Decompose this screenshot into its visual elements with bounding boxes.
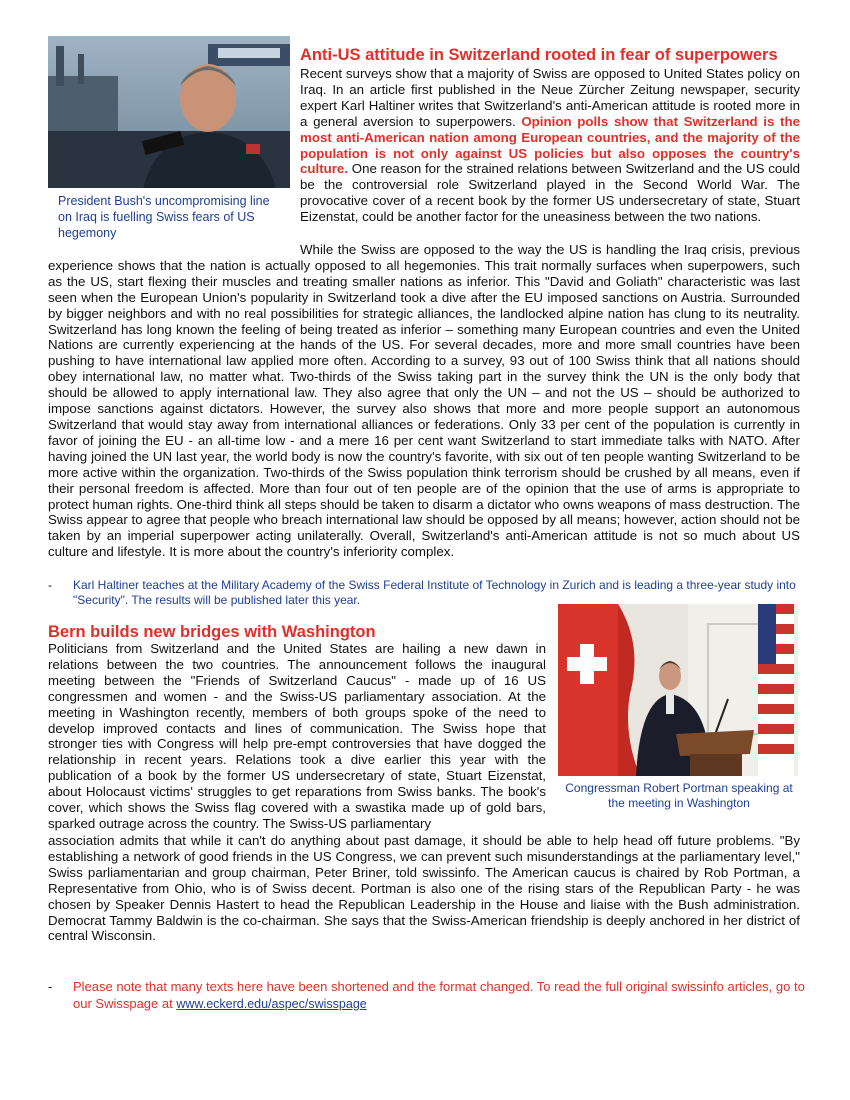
article2-body: association admits that while it can't do anything about past damage, it should be able to help head off future problems. "By establishing a network of good friends in the US Congress, we can prevent such misunderstandings at the parliamentary level," Swiss parliamentarian and group chairman, Peter Briner, told swissinfo. The American caucus is chaired by Rob Portman, a Representative from Ohio, who is of Swiss decent. Portman is also one of the rising stars of the Republican Party - he was chosen by Speaker Dennis Hastert to head the Republican Leadership in the House and liaise with the Bush administration. Democrat Tammy Baldwin is the co-chairman. She says that the Swiss-American friendship is deeply anchored in her district of central Wisconsin. (48, 833, 800, 944)
article1-highlight: Opinion polls show that Switzerland is the most anti-American nation among European countries, and the majority of the population is not only against US policies but also opposes the country's culture. (300, 113, 800, 177)
footer-note-body: Please note that many texts here have been shortened and the format changed. To read the full original swissinfo articles, go to our Swisspage at (73, 979, 805, 1011)
bush-photo (48, 36, 290, 188)
article1-body: While the Swiss are opposed to the way the US is handling the Iraq crisis, previous experience shows that the nation is actually opposed to all hegemonies. This trait normally surfaces when superpowers, such as the US, start flexing their muscles and treating smaller nations as inferior. This "David and Goliath" characteristic was last seen when the European Union's popularity in Switzerland took a dive after the EU imposed sanctions on Austria. Surrounded by bigger neighbors and with no real possibilities for strategic alliances, the landlocked alpine nation has clung to its neutrality. Switzerland has long known the feeling of being treated as inferior – something many European countries and even the United Nations are currently experiencing at the hands of the US. For several decades, more and more small countries have been pushing to have international law applied more often. According to a survey, 93 out of 100 Swiss think that all nations should obey international law, no matter what. Two-thirds of the Swiss taking part in the survey think the UN is the only body that should be allowed to apply international law. They also agree that only the UN – and not the US – should be authorized to impose sanctions against dictators. However, the survey also shows that more and more people support an autonomous Switzerland that would stay away from international alliances or federations. Only 33 per cent of the population is currently in favor of joining the EU - an all-time low - and a mere 16 per cent want Switzerland to start immediate talks with NATO. After having joined the UN last year, the world body is now the country's favorite, with six out of ten people wanting Switzerland to be more active within the organization. Two-thirds of the Swiss population think terrorism should be crushed by all means, even if their personal freedom is affected. More than four out of ten people are of the opinion that the use of arms is appropriate to protect human rights. One-third think all steps should be taken to disarm a dictator who owns weapons of mass destruction. The Swiss appear to agree that people who breach international law should be opposed by all means; however, action should not be taken by an imperial superpower acting unilaterally. Overall, Switzerland's anti-American attitude is not so much about US culture and lifestyle. It is more about the country's inferiority complex. (48, 242, 800, 560)
footer-note-text (73, 978, 808, 1013)
haltiner-note-text: Karl Haltiner teaches at the Military Academy of the Swiss Federal Institute of Technology in Zurich and is leading a three-year study into "Security". The results will be published later this year. (73, 578, 796, 607)
bush-photo-caption: President Bush's uncompromising line on Iraq is fuelling Swiss fears of US hegemony (58, 194, 270, 240)
portman-photo-caption: Congressman Robert Portman speaking at the meeting in Washington (565, 781, 793, 810)
bush-photo-graphic (48, 36, 290, 188)
article2-title: Bern builds new bridges with Washington (48, 623, 376, 641)
article1-intro (300, 66, 800, 225)
note-dash: - (48, 578, 52, 592)
swisspage-link[interactable]: www.eckerd.edu/aspec/swisspage (176, 997, 367, 1011)
article2-body-wrapped: Politicians from Switzerland and the United States are hailing a new dawn in relations between the two countries. The announcement follows the inaugural meeting between the "Friends of Switzerland Caucus" - made up of 16 US congressmen and women - and the Swiss-US parliamentary association. At the meeting in Washington recently, members of both groups spoke of the need to develop improved contacts and lines of communication. The Swiss hope that stronger ties with Congress will help pre-empt controversies that have dogged the relationship in recent years. Relations took a dive earlier this year with the publication of a book by the former US undersecretary of state, Stuart Eizenstat, about Holocaust victims' struggles to get reparations from Swiss banks. The book's cover, which shows the Swiss flag covered with a swastika made up of gold bars, sparked outrage across the country. The Swiss-US parliamentary (48, 641, 546, 831)
article1-intro-end: One reason for the strained relations between Switzerland and the US could be the controversial role Switzerland played in the Second World War. The provocative cover of a recent book by the former US undersecretary of state, Stuart Eizenstat, could be another factor for the uneasiness between the two nations. (300, 161, 800, 225)
portman-photo (558, 604, 798, 776)
portman-photo-graphic (558, 604, 798, 776)
footer-note (48, 978, 808, 1013)
article1-title: Anti-US attitude in Switzerland rooted in fear of superpowers (300, 46, 778, 64)
footer-dash: - (48, 979, 53, 994)
article1-intro-start: Recent surveys show that a majority of Swiss are opposed to United States policy on Iraq. In an article first published in the Neue Zürcher Zeitung newspaper, security expert Karl Haltiner writes that Switzerland's anti-American attitude is rooted more in a general aversion to superpowers. (300, 66, 800, 129)
